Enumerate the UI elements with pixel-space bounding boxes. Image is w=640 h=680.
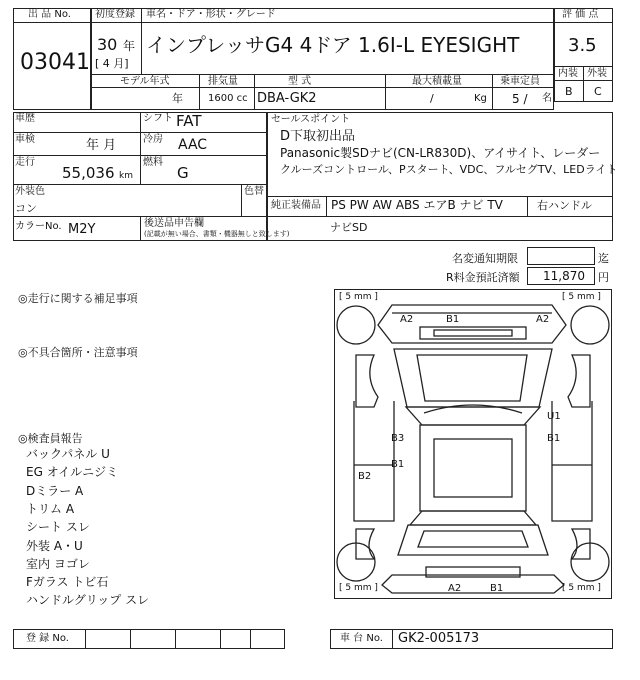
vehicle-label: 車名・ドア・形状・グレード — [146, 9, 276, 20]
post-docs-label: 後送品申告欄 — [144, 218, 204, 229]
post-docs-value: ナビSD — [330, 221, 368, 234]
interior-label: 内装 — [558, 68, 578, 79]
driving-notes-label: ◎走行に関する補足事項 — [18, 292, 138, 305]
inspector-label: ◎検査員報告 — [18, 432, 83, 445]
inspector-line: 外装 A・U — [26, 539, 83, 553]
damage-mark: B1 — [391, 459, 405, 470]
vehicle-name: インプレッサG4 4ドア 1.6I-L EYESIGHT — [146, 33, 520, 57]
steering: 右ハンドル — [537, 199, 592, 212]
type-code: DBA-GK2 — [257, 91, 317, 106]
capacity: 5 / — [512, 92, 528, 106]
color-no-label: カラーNo. — [15, 221, 62, 232]
first-reg-month: [ 4 月] — [95, 57, 129, 70]
name-change-unit: 迄 — [598, 252, 609, 265]
fuel: G — [177, 164, 189, 182]
damage-mark: B2 — [358, 471, 372, 482]
ext-color-label: 外装色 — [15, 186, 45, 197]
color-no: M2Y — [68, 222, 96, 237]
defects-label: ◎不具合箇所・注意事項 — [18, 346, 138, 359]
tire-tag-rear-right: [ 5 mm ] — [562, 583, 601, 593]
displacement-label: 排気量 — [208, 76, 238, 87]
damage-mark: A2 — [536, 314, 550, 325]
displacement: 1600 cc — [208, 93, 248, 104]
first-reg-year: 30 — [97, 35, 118, 54]
inspection-value: 年 月 — [86, 138, 117, 153]
capacity-unit: 名 — [542, 93, 552, 104]
tire-front-right — [571, 306, 609, 344]
car-damage-diagram — [334, 289, 612, 599]
sales-line-2: Panasonic製SDナビ(CN-LR830D)、アイサイト、レーダー — [280, 146, 601, 160]
damage-mark: U1 — [547, 411, 561, 422]
inspector-line: Dミラー A — [26, 484, 84, 498]
inspection-label: 車検 — [15, 134, 35, 145]
tire-tag-rear-left: [ 5 mm ] — [339, 583, 378, 593]
interior-grade: B — [565, 85, 573, 98]
inspector-line: トリム A — [26, 502, 75, 516]
recycle-value: 11,870 — [543, 269, 585, 283]
mileage-unit: km — [119, 171, 133, 181]
damage-mark: B1 — [547, 433, 561, 444]
first-reg-label: 初度登録 — [95, 9, 135, 20]
capacity-label: 乗車定員 — [500, 76, 540, 87]
chassis-no: GK2-005173 — [398, 631, 480, 646]
ac: AAC — [178, 137, 208, 153]
reg-no-label: 登 録 No. — [26, 633, 69, 644]
mileage: 55,036 — [62, 164, 115, 182]
sales-line-1: D下取初出品 — [280, 129, 356, 144]
post-docs-note: (記載が無い場合、書類・機器無しと致します) — [144, 230, 290, 238]
tire-tag-front-left: [ 5 mm ] — [339, 292, 378, 302]
exterior-grade: C — [594, 85, 602, 98]
lot-no: 03041 — [20, 50, 90, 75]
inspector-line: 室内 ヨゴレ — [26, 557, 90, 571]
score-label: 評 価 点 — [562, 9, 599, 20]
recycle-unit: 円 — [598, 271, 609, 284]
inspector-line: EG オイルニジミ — [26, 465, 119, 479]
max-load-unit: Kg — [474, 93, 487, 104]
equip-label: 純正装備品 — [271, 200, 321, 211]
recycle-label: R料金預託済額 — [446, 271, 520, 284]
ac-label: 冷房 — [143, 134, 163, 145]
damage-mark: B1 — [446, 314, 460, 325]
sales-title: セールスポイント — [271, 114, 351, 125]
max-load-slash: / — [430, 92, 434, 105]
score: 3.5 — [568, 35, 597, 56]
model-year-label: モデル年式 — [120, 76, 170, 87]
inspector-line: ハンドルグリップ スレ — [26, 593, 150, 607]
name-change-box — [527, 247, 595, 265]
inspector-line: Fガラス トビ石 — [26, 575, 109, 589]
damage-mark: B1 — [490, 583, 504, 594]
tire-front-left — [337, 306, 375, 344]
sales-line-3: クルーズコントロール、Pスタート、VDC、フルセグTV、LEDライト — [280, 163, 618, 176]
lot-no-label: 出 品 No. — [28, 9, 71, 20]
inspector-line: シート スレ — [26, 520, 90, 534]
mileage-label: 走行 — [15, 157, 35, 168]
type-label: 型 式 — [288, 76, 312, 87]
exterior-label: 外装 — [587, 68, 607, 79]
model-year-unit: 年 — [172, 92, 183, 105]
damage-mark: B3 — [391, 433, 405, 444]
damage-mark: A2 — [448, 583, 462, 594]
shift-label: シフト — [143, 113, 173, 124]
shift: FAT — [176, 112, 202, 130]
equip: PS PW AW ABS エアB ナビ TV — [331, 198, 503, 212]
max-load-label: 最大積載量 — [412, 76, 462, 87]
damage-mark: A2 — [400, 314, 414, 325]
tire-tag-front-right: [ 5 mm ] — [562, 292, 601, 302]
fuel-label: 燃料 — [143, 157, 163, 168]
color-change-label: 色替 — [244, 186, 264, 197]
history-label: 車歴 — [15, 113, 35, 124]
name-change-label: 名変通知期限 — [452, 252, 518, 265]
first-reg-year-unit: 年 — [123, 39, 136, 53]
inspector-line: バックパネル U — [26, 447, 110, 461]
chassis-label: 車 台 No. — [340, 633, 383, 644]
ext-color: コン — [15, 202, 37, 215]
